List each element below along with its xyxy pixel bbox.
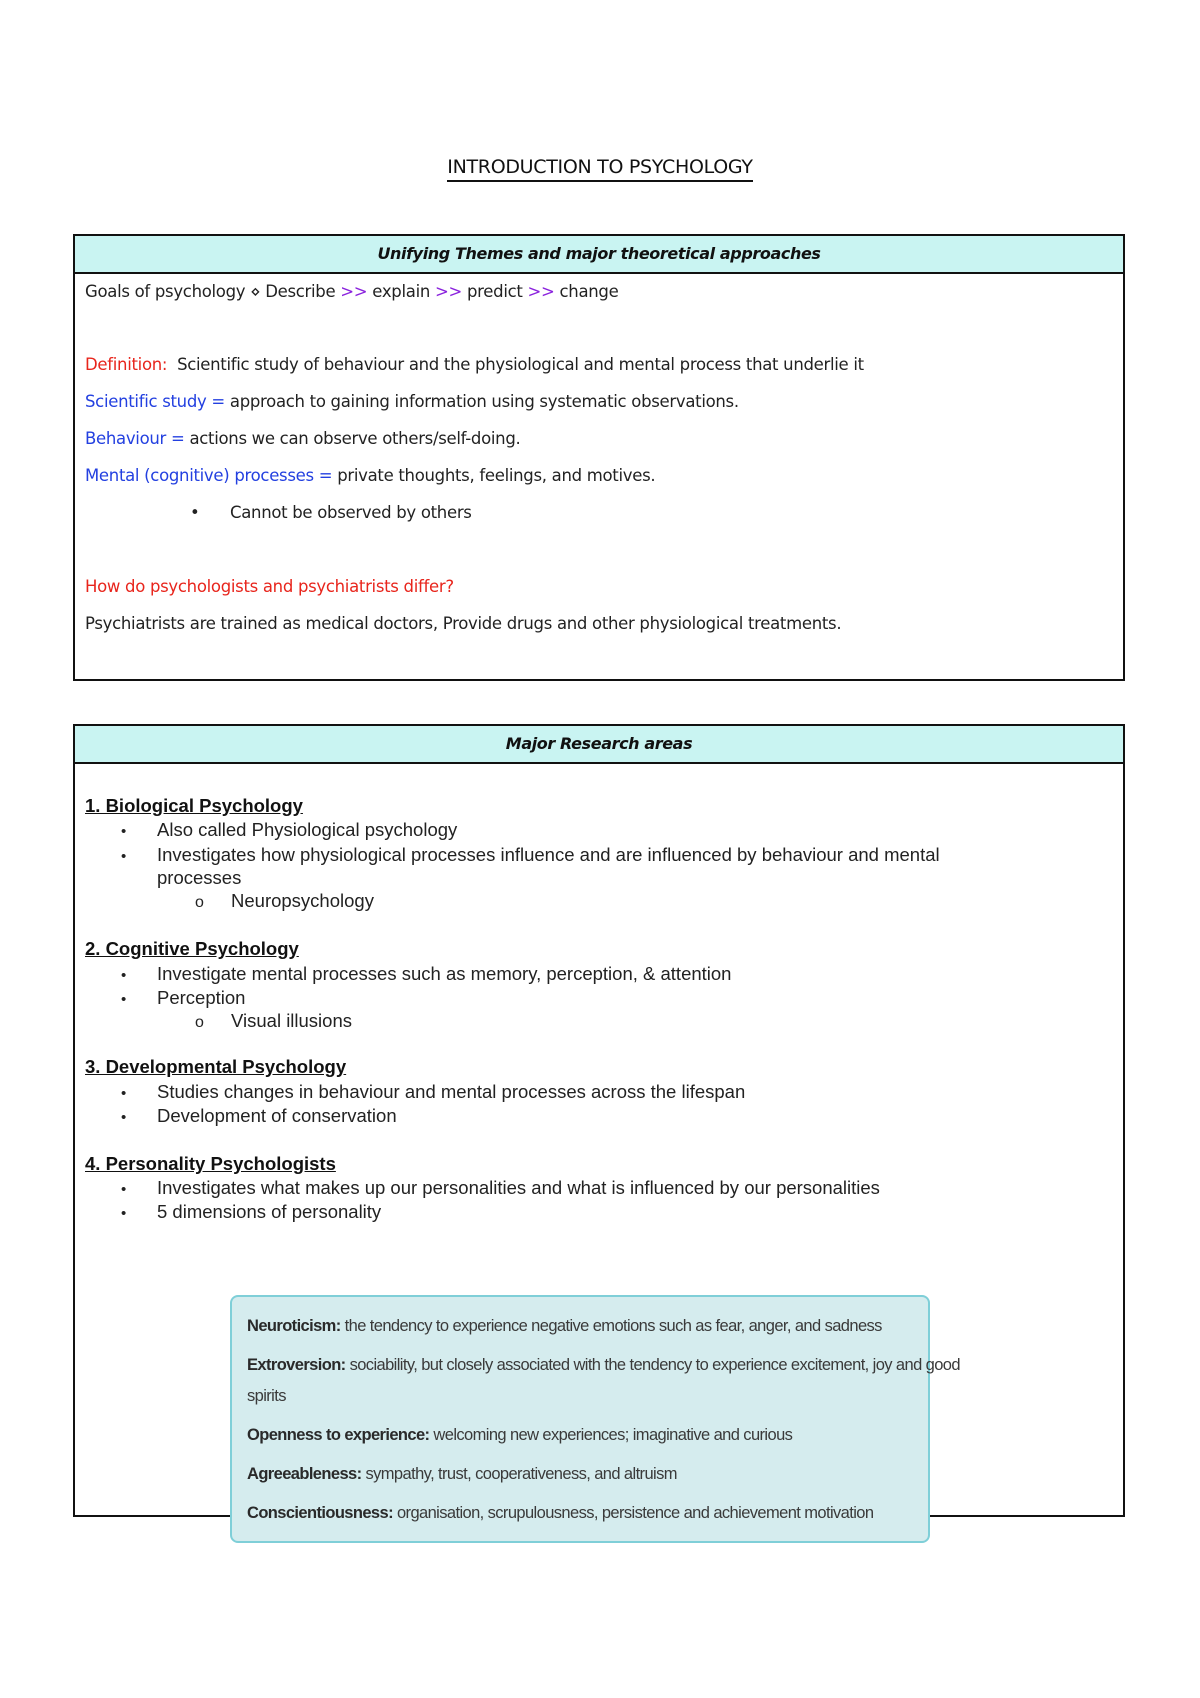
sub-bullet-icon: o <box>195 1014 204 1031</box>
definition-term: Definition: <box>85 355 168 374</box>
goal-arrow: >> <box>434 282 463 301</box>
trait-name: Agreeableness: <box>247 1465 362 1483</box>
trait-name: Neuroticism: <box>247 1317 341 1335</box>
trait-desc: welcoming new experiences; imaginative and curious <box>433 1426 793 1444</box>
definition-line <box>85 355 864 374</box>
bullet-text: Cannot be observed by others <box>230 503 472 522</box>
bullet-text: Studies changes in behaviour and mental processes across the lifespan <box>157 1081 746 1102</box>
bullet-text-continued: processes <box>157 867 242 888</box>
bullet-icon: • <box>121 848 127 865</box>
trait-name: Extroversion: <box>247 1356 346 1374</box>
bullet-text: Investigates how physiological processes influence and are influenced by behaviour and mental <box>157 844 940 865</box>
trait-desc: the tendency to experience negative emotions such as fear, anger, and sadness <box>344 1317 882 1335</box>
goal-arrow: >> <box>340 282 368 301</box>
trait-name: Openness to experience: <box>247 1426 430 1444</box>
trait-line <box>247 1504 873 1523</box>
term-label: Behaviour = <box>85 429 185 448</box>
trait-line <box>247 1317 882 1336</box>
goal-step: predict <box>467 282 523 301</box>
trait-line <box>247 1465 677 1484</box>
personality-dimensions-figure <box>230 1295 960 1543</box>
themes-header: Unifying Themes and major theoretical approaches <box>75 236 1123 274</box>
bullet-icon: • <box>121 823 127 840</box>
trait-line <box>247 1356 960 1375</box>
area-title: 4. Personality Psychologists <box>85 1153 336 1174</box>
bullet-item <box>121 1177 880 1199</box>
goal-arrow: >> <box>527 282 555 301</box>
bullet-icon: • <box>121 967 127 984</box>
term-label: Mental (cognitive) processes = <box>85 466 333 485</box>
research-box <box>73 724 1125 1522</box>
area-title: 3. Developmental Psychology <box>85 1056 347 1077</box>
bullet-item <box>190 503 472 522</box>
definition-text: Scientific study of behaviour and the physiological and mental process that underlie it <box>177 355 864 374</box>
answer-line: Psychiatrists are trained as medical doctors, Provide drugs and other physiological treatments. <box>85 614 842 633</box>
bullet-text: Development of conservation <box>157 1105 397 1126</box>
question-line: How do psychologists and psychiatrists differ? <box>85 577 454 596</box>
term-text: actions we can observe others/self-doing. <box>189 429 521 448</box>
trait-name: Conscientiousness: <box>247 1504 393 1522</box>
bullet-icon: • <box>121 1205 127 1222</box>
bullet-item <box>121 987 245 1009</box>
bullet-item <box>121 963 731 985</box>
bullet-icon: • <box>121 1085 127 1102</box>
bullet-icon: • <box>121 1181 127 1198</box>
goal-step: Describe <box>265 282 336 301</box>
goal-step: change <box>559 282 619 301</box>
term-text: private thoughts, feelings, and motives. <box>337 466 656 485</box>
term-line <box>85 429 520 448</box>
research-header: Major Research areas <box>75 726 1123 764</box>
term-label: Scientific study = <box>85 392 225 411</box>
bullet-icon: • <box>121 991 127 1008</box>
bullet-text: Also called Physiological psychology <box>157 819 458 840</box>
bullet-text: Investigate mental processes such as memory, perception, & attention <box>157 963 732 984</box>
area-title: 1. Biological Psychology <box>85 795 303 816</box>
bullet-item <box>121 1081 745 1103</box>
bullet-item <box>121 1105 397 1127</box>
goals-label: Goals of psychology <box>85 282 246 301</box>
sub-bullet-text: Visual illusions <box>231 1010 352 1031</box>
document-title-text: INTRODUCTION TO PSYCHOLOGY <box>447 156 752 182</box>
area-title: 2. Cognitive Psychology <box>85 938 299 959</box>
bullet-icon: • <box>121 1109 127 1126</box>
term-line <box>85 466 655 485</box>
bullet-item <box>121 844 940 866</box>
bullet-text: Perception <box>157 987 246 1008</box>
sub-bullet-text: Neuropsychology <box>231 890 374 911</box>
document-title <box>0 156 1200 178</box>
goals-separator: ⋄ <box>250 282 261 301</box>
bullet-text: Investigates what makes up our personalities and what is influenced by our personalities <box>157 1177 880 1198</box>
term-line <box>85 392 739 411</box>
trait-line-continued <box>247 1387 286 1406</box>
sub-bullet-icon: o <box>195 894 204 911</box>
trait-desc: organisation, scrupulousness, persistence and achievement motivation <box>396 1504 874 1522</box>
goal-step: explain <box>372 282 431 301</box>
trait-line <box>247 1426 792 1445</box>
sub-bullet-item <box>195 1010 352 1032</box>
themes-box <box>73 234 1125 681</box>
goals-line <box>85 282 618 301</box>
bullet-text: 5 dimensions of personality <box>157 1201 382 1222</box>
bullet-icon: • <box>190 503 200 522</box>
term-text: approach to gaining information using systematic observations. <box>229 392 739 411</box>
trait-desc: sociability, but closely associated with the tendency to experience excitement, joy and good <box>349 1356 960 1374</box>
trait-desc: sympathy, trust, cooperativeness, and altruism <box>365 1465 677 1483</box>
bullet-item <box>121 819 457 841</box>
sub-bullet-item <box>195 890 374 912</box>
trait-desc: spirits <box>247 1387 286 1405</box>
bullet-item <box>121 1201 381 1223</box>
